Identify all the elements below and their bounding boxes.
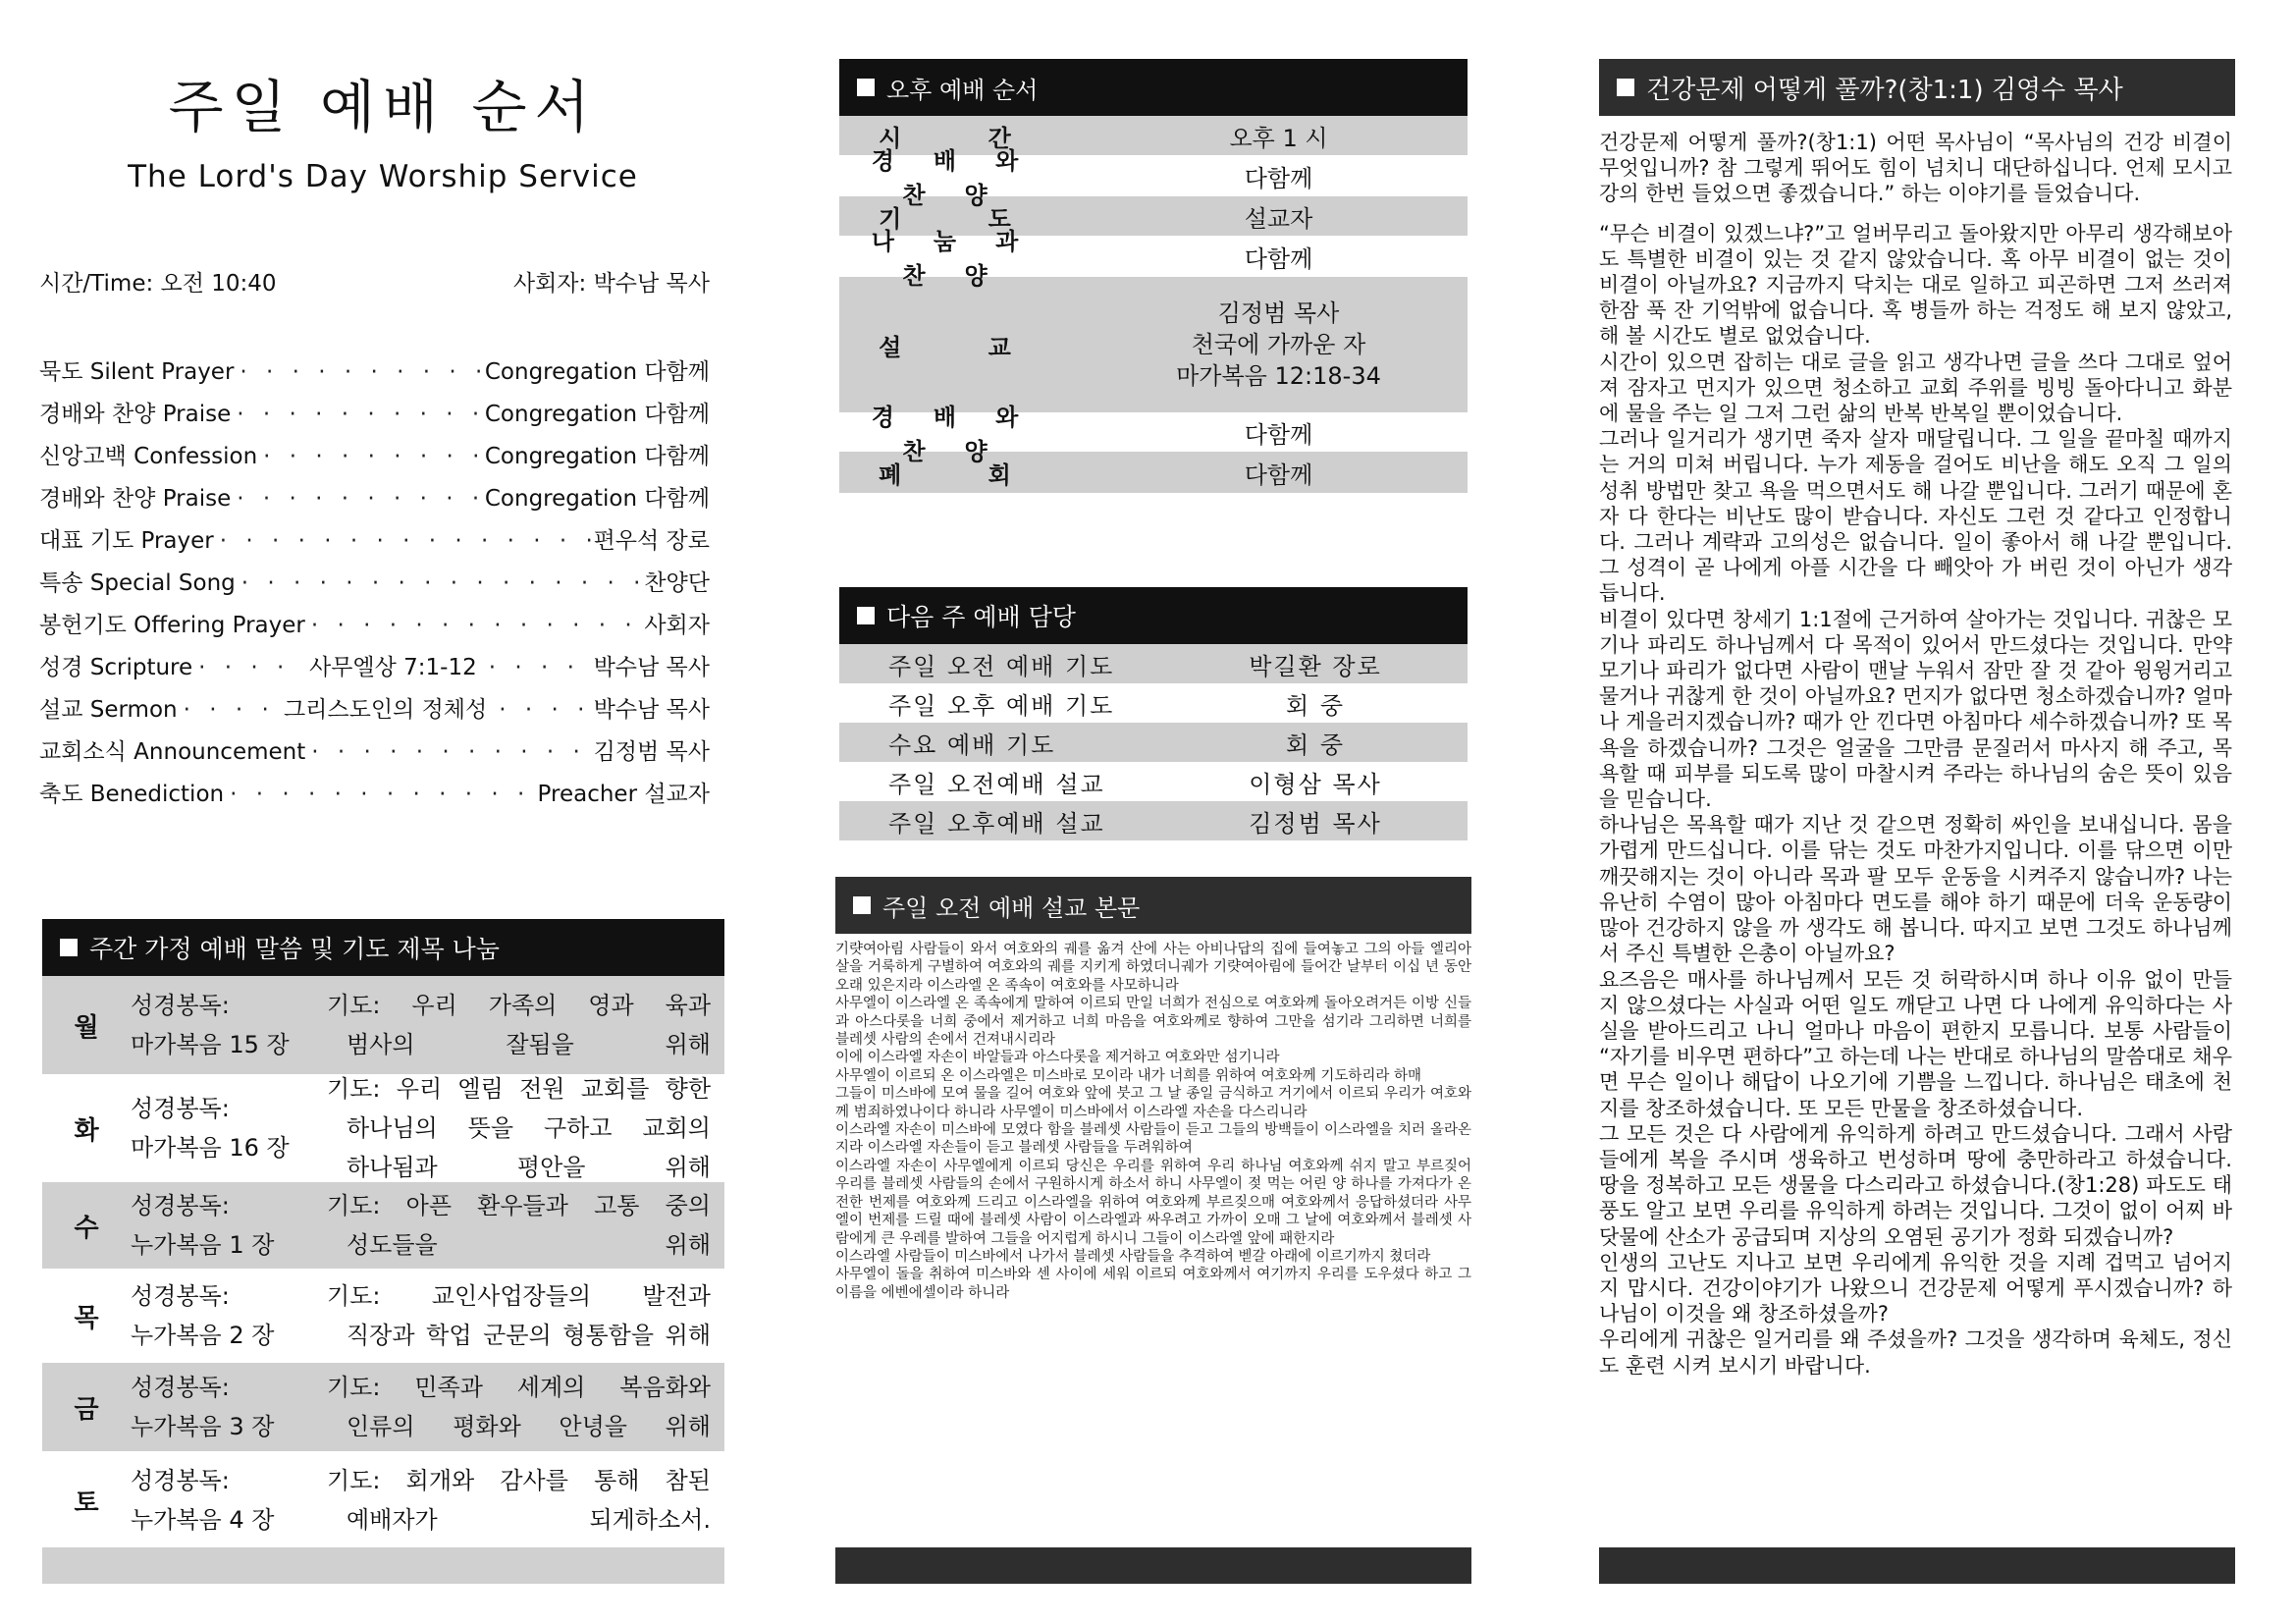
sermon-scripture-body bbox=[835, 941, 1471, 1302]
article-paragraph: 우리에게 귀찮은 일거리를 왜 주셨을까? 그것을 생각하며 육체도, 정신도 훈련 시켜 보시기 바랍니다. bbox=[1599, 1327, 2232, 1378]
sermon-detail-line: 김정범 목사 bbox=[1217, 299, 1340, 327]
order-item-person: Congregation 다함께 bbox=[484, 486, 710, 512]
devotion-reading bbox=[131, 1368, 327, 1446]
order-row bbox=[39, 605, 710, 647]
prayer-line: 범사의 잘됨을 위해 bbox=[347, 1031, 711, 1058]
next-week-header bbox=[839, 587, 1468, 644]
scripture-paragraph: 사무엘이 이르되 온 이스라엘은 미스바로 모이라 내가 너희를 위하여 여호와께 기도하리라 하매 bbox=[835, 1067, 1421, 1084]
sermon-scripture-header bbox=[835, 877, 1471, 934]
reading-passage: 누가복음 3 장 bbox=[131, 1413, 275, 1440]
order-item-name: 특송 Special Song bbox=[39, 570, 236, 596]
reading-label: 성경봉독: bbox=[131, 992, 230, 1019]
reading-passage: 누가복음 2 장 bbox=[131, 1322, 275, 1349]
order-item-name: 신앙고백 Confession bbox=[39, 444, 258, 469]
worship-order-list bbox=[39, 352, 710, 816]
afternoon-item-value: 다함께 bbox=[1244, 244, 1313, 273]
square-bullet-icon bbox=[60, 939, 78, 956]
scripture-paragraph: 기럇여아림 사람들이 와서 여호와의 궤를 옮겨 산에 사는 아비나답의 집에 들여놓고 그의 아들 엘리아살을 거룩하게 구별하여 여호와의 궤를 지키게 하였더니궤가 기럇여아림에 들어간 날부터 이십 년 동안 오래 있은지라 이스라엘 온 족속이 여호와를 사모하니라 bbox=[835, 942, 1471, 994]
devotion-reading bbox=[131, 1461, 327, 1540]
article-paragraph: 하나님은 목욕할 때가 지난 것 같으면 정확히 싸인을 보내십니다. 몸을 가렵게 만드십니다. 이를 닦는 것도 마찬가지입니다. 이를 닦으면 이만 깨끗해지는 것이 아니라 목과 팔 모두 운동을 시켜주지 않습니까? 나는 유난히 수염이 많아 아침마다 면도를 해야 하기 때문에 더욱 운동량이 많아 건강하지 않을 까 생각도 해 봅니다. 따지고 보면 그것도 하나님께서 주신 특별한 은총이 아닐까요? bbox=[1599, 813, 2232, 966]
order-item-person: 찬양단 bbox=[644, 570, 710, 596]
scripture-paragraph: 그들이 미스바에 모여 물을 길어 여호와 앞에 붓고 그 날 종일 금식하고 거기에서 이르되 우리가 여호와께 범죄하였나이다 하니라 사무엘이 미스바에서 이스라엘 자손을 다스리니라 bbox=[835, 1086, 1471, 1120]
prayer-line: 하나님의 뜻을 구하고 교회의 bbox=[347, 1114, 711, 1142]
afternoon-item-value: 다함께 bbox=[1244, 460, 1313, 489]
column-article-body bbox=[1599, 130, 2232, 1379]
afternoon-item-value: 다함께 bbox=[1244, 164, 1313, 192]
devotion-prayer bbox=[327, 1069, 724, 1187]
dot-leader bbox=[257, 436, 485, 478]
dot-leader bbox=[214, 520, 594, 563]
article-paragraph: 그러나 일거리가 생기면 죽자 살자 매달립니다. 그 일을 끝마칠 때까지는 거의 미쳐 버립니다. 누가 제동을 걸어도 비난을 해도 오직 그 일의 성취 방법만 찾고 욕을 먹으면서도 해 나갈 뿐입니다. 그러기 때문에 혼자 다 한다는 비난도 많이 받습니다. 자신도 그런 것 같다고 인정합니다. 그러나 계략과 고의성은 없습니다. 일이 좋아서 해 나갈 뿐입니다. 그 성격이 곧 나에게 아플 시간을 다 빼앗아 가 버린 것이 아닌가 생각 듭니다. bbox=[1599, 427, 2232, 606]
page-subtitle: The Lord's Day Worship Service bbox=[128, 159, 638, 194]
dot-leader bbox=[231, 478, 485, 520]
order-item-person: Congregation 다함께 bbox=[484, 444, 710, 469]
order-item-name: 묵도 Silent Prayer bbox=[39, 359, 235, 385]
scripture-paragraph: 이에 이스라엘 자손이 바알들과 아스다롯을 제거하고 여호와만 섬기니라 bbox=[835, 1050, 1280, 1066]
afternoon-row bbox=[839, 277, 1468, 412]
afternoon-row bbox=[839, 404, 1468, 465]
scripture-paragraph: 이스라엘 사람들이 미스바에서 나가서 블레셋 사람들을 추격하여 벧갈 아래에 이르기까지 쳤더라 bbox=[835, 1248, 1431, 1265]
duty-label: 주일 오후예배 설교 bbox=[888, 809, 1105, 838]
order-item-name: 경배와 찬양 Praise bbox=[39, 402, 232, 427]
afternoon-service-title: 오후 예배 순서 bbox=[886, 76, 1039, 104]
afternoon-item-label: 설 교 bbox=[879, 333, 1050, 361]
next-week-table bbox=[839, 644, 1468, 840]
order-item-name: 경배와 찬양 Praise bbox=[39, 486, 232, 512]
order-item-name: 봉헌기도 Offering Prayer bbox=[39, 613, 305, 638]
reading-label: 성경봉독: bbox=[131, 1374, 230, 1401]
devotion-row bbox=[42, 1451, 724, 1549]
sermon-detail-line: 마가복음 12:18-34 bbox=[1176, 362, 1381, 390]
order-row bbox=[39, 774, 710, 816]
duty-person: 이형삼 목사 bbox=[1249, 770, 1382, 798]
order-row bbox=[39, 563, 710, 605]
devotion-reading bbox=[131, 1276, 327, 1355]
devotion-day: 월 bbox=[74, 1012, 99, 1043]
order-row bbox=[39, 520, 710, 563]
devotion-prayer bbox=[327, 1186, 724, 1265]
duty-person: 김정범 목사 bbox=[1249, 809, 1382, 838]
devotion-row bbox=[42, 1074, 724, 1182]
order-item-person: Congregation 다함께 bbox=[484, 402, 710, 427]
scripture-paragraph: 이스라엘 자손이 미스바에 모였다 함을 블레셋 사람들이 듣고 그들의 방백들이 이스라엘을 치러 올라온지라 이스라엘 자손들이 듣고 블레셋 사람들을 두려워하여 bbox=[835, 1122, 1471, 1157]
afternoon-item-value: 다함께 bbox=[1244, 420, 1313, 449]
scripture-paragraph: 이스라엘 자손이 사무엘에게 이르되 당신은 우리를 위하여 우리 하나님 여호와께 쉬지 말고 부르짖어 우리를 블레셋 사람들의 손에서 구원하시게 하소서 하니 사무엘이 젖 먹는 어린 양 하나를 가져다가 온전한 번제를 여호와께 드리고 이스라엘을 위하여 여호와께 부르짖으매 여호와께서 응답하셨더라 사무엘이 번제를 드릴 때에 블레셋 사람이 이스라엘과 싸우려고 가까이 오매 그 날에 여호와께서 블레셋 사람에게 큰 우레를 발하여 그들을 어지럽게 하시니 그들이 이스라엘 앞에 패한지라 bbox=[835, 1158, 1471, 1247]
footer-bar bbox=[835, 1547, 1471, 1584]
column-article-header bbox=[1599, 59, 2235, 116]
afternoon-item-label: 폐 회 bbox=[879, 460, 1050, 489]
prayer-line: 기도: 교인사업장들의 발전과 bbox=[327, 1282, 711, 1310]
devotion-row bbox=[42, 1363, 724, 1451]
order-item-person: 박수남 목사 bbox=[593, 655, 710, 680]
prayer-line: 기도: 아픈 환우들과 고통 중의 bbox=[327, 1192, 711, 1219]
reading-passage: 마가복음 15 장 bbox=[131, 1031, 290, 1058]
order-item-name: 축도 Benediction bbox=[39, 782, 225, 807]
afternoon-item-label: 경배와 찬양 bbox=[871, 404, 1058, 465]
devotion-day: 수 bbox=[74, 1213, 99, 1243]
order-row bbox=[39, 436, 710, 478]
order-item-detail: 그리스도인의 정체성 bbox=[283, 697, 488, 723]
order-row bbox=[39, 478, 710, 520]
devotion-prayer bbox=[327, 1461, 724, 1540]
column-article-title: 건강문제 어떻게 풀까?(창1:1) 김영수 목사 bbox=[1646, 75, 2123, 105]
prayer-line: 인류의 평화와 안녕을 위해 bbox=[347, 1413, 711, 1440]
article-paragraph: 시간이 있으면 잡히는 대로 글을 읽고 생각나면 글을 쓰다 그대로 엎어져 잠자고 먼지가 있으면 청소하고 교회 주위를 빙빙 돌아다니고 화분에 물을 주는 일 그저 그런 삶의 반복 반복일 뿐이었습니다. bbox=[1599, 350, 2232, 426]
reading-passage: 누가복음 1 장 bbox=[131, 1231, 275, 1259]
order-item-name: 교회소식 Announcement bbox=[39, 739, 306, 765]
reading-passage: 누가복음 4 장 bbox=[131, 1506, 275, 1534]
reading-label: 성경봉독: bbox=[131, 1192, 230, 1219]
order-item-detail: 사무엘상 7:1-12 bbox=[308, 655, 477, 680]
dot-leader bbox=[305, 731, 593, 774]
afternoon-item-label: 시 간 bbox=[879, 124, 1050, 152]
article-paragraph: 건강문제 어떻게 풀까?(창1:1) 어떤 목사님이 “목사님의 건강 비결이 무엇입니까? 참 그렇게 뛰어도 힘이 넘치니 대단하십니다. 언제 모시고 강의 한번 들었으면 좋겠습니다.” 하는 이야기를 들었습니다. bbox=[1599, 131, 2232, 206]
afternoon-item-value bbox=[1090, 298, 1468, 392]
devotion-row bbox=[42, 1182, 724, 1269]
order-item-name: 대표 기도 Prayer bbox=[39, 528, 214, 554]
devotion-reading bbox=[131, 1186, 327, 1265]
afternoon-item-label: 경배와 찬양 bbox=[871, 147, 1058, 209]
footer-bar bbox=[42, 1547, 724, 1584]
next-week-title: 다음 주 예배 담당 bbox=[886, 603, 1076, 631]
order-item-name: 성경 Scripture bbox=[39, 655, 193, 680]
duty-row bbox=[839, 644, 1468, 683]
devotion-reading bbox=[131, 1089, 327, 1167]
order-item-person: Congregation 다함께 bbox=[484, 359, 710, 385]
afternoon-item-value: 설교자 bbox=[1244, 204, 1313, 233]
duty-label: 수요 예배 기도 bbox=[888, 731, 1056, 759]
weekly-devotion-table bbox=[42, 976, 724, 1549]
duty-row bbox=[839, 801, 1468, 840]
reading-label: 성경봉독: bbox=[131, 1095, 230, 1122]
devotion-day: 토 bbox=[74, 1488, 99, 1518]
devotion-prayer bbox=[327, 986, 724, 1064]
scripture-paragraph: 사무엘이 돌을 취하여 미스바와 센 사이에 세워 이르되 여호와께서 여기까지 우리를 도우셨다 하고 그 이름을 에벤에셀이라 하니라 bbox=[835, 1267, 1471, 1301]
prayer-line: 성도들을 위해 bbox=[347, 1231, 711, 1259]
afternoon-item-value: 오후 1 시 bbox=[1229, 124, 1328, 152]
order-item-person: Preacher 설교자 bbox=[537, 782, 710, 807]
prayer-line: 기도: 회개와 감사를 통해 참된 bbox=[327, 1467, 711, 1494]
devotion-day: 목 bbox=[74, 1303, 99, 1333]
order-row bbox=[39, 689, 710, 731]
article-paragraph: 그 모든 것은 다 사람에게 유익하게 하려고 만드셨습니다. 그래서 사람들에게 복을 주시며 생육하고 번성하며 땅에 충만하라고 하셨습니다. 땅을 정복하고 모든 생물을 다스리라고 하셨습니다.(창1:28) 파도도 태풍도 알고 보면 우리를 유익하게 하려는 것입니다. 그것이 없이 어찌 바닷물에 산소가 공급되며 지상의 오염된 공기가 정화 되겠습니까? bbox=[1599, 1121, 2232, 1249]
devotion-row bbox=[42, 1269, 724, 1363]
article-paragraph: “무슨 비결이 있겠느냐?”고 얼버무리고 돌아왔지만 아무리 생각해보아도 특별한 비결이 있는 것 같지 않았습니다. 혹 아무 비결이 없는 것이 비결이 아닐까요? 지금까지 닥치는 대로 일하고 피곤하면 그저 쓰러져 한잠 푹 잔 기억밖에 없습니다. 혹 병들까 하는 걱정도 해 보지 않았고, 해 볼 시간도 별로 없었습니다. bbox=[1599, 221, 2232, 349]
order-item-person: 사회자 bbox=[644, 613, 710, 638]
dot-leader bbox=[493, 689, 593, 731]
article-paragraph: 비결이 있다면 창세기 1:1절에 근거하여 살아가는 것입니다. 귀찮은 모기나 파리도 하나님께서 다 목적이 있어서 만드셨다는 것입니다. 만약 모기나 파리가 없다면 사람이 맨날 누워서 잠만 잘 것 같아 윙윙거리고 물거나 귀찮게 한 것이 아닐까요? 먼지가 없다면 청소하겠습니까? 얼마나 게을러지겠습니까? 때가 안 낀다면 아침마다 세수하겠습니까? 또 목욕을 하겠습니까? 그것은 얼굴을 그만큼 문질러서 마사지 해 주고, 목욕할 때 피부를 되도록 많이 마찰시켜 주라는 하나님의 숨은 뜻이 있음을 믿습니다. bbox=[1599, 607, 2232, 812]
service-time: 시간/Time: 오전 10:40 bbox=[39, 271, 277, 297]
reading-passage: 마가복음 16 장 bbox=[131, 1134, 290, 1162]
devotion-prayer bbox=[327, 1368, 724, 1446]
page-title: 주일 예배 순서 bbox=[168, 74, 598, 140]
duty-label: 주일 오후 예배 기도 bbox=[888, 691, 1115, 720]
duty-row bbox=[839, 723, 1468, 762]
dot-leader bbox=[224, 774, 537, 816]
dot-leader bbox=[236, 563, 645, 605]
service-info bbox=[39, 265, 710, 298]
afternoon-item-label: 나눔과 찬양 bbox=[871, 228, 1058, 290]
dot-leader bbox=[231, 394, 485, 436]
article-paragraph: 요즈음은 매사를 하나님께서 모든 것 허락하시며 하나 이유 없이 만들지 않으셨다는 사실과 어떤 일도 깨닫고 나면 다 나에게 유익하다는 사실을 받아드리고 나니 얼마나 마음이 편한지 모릅니다. 보통 사람들이 “자기를 비우면 편하다”고 하는데 나는 반대로 하나님의 말씀대로 채우면 무슨 일이나 해답이 나오기에 기쁨을 느낍니다. 하나님은 태초에 천지를 창조하셨습니다. 또 모든 만물을 창조하셨습니다. bbox=[1599, 967, 2232, 1120]
dot-leader bbox=[178, 689, 278, 731]
prayer-line: 기도: 민족과 세계의 복음화와 bbox=[327, 1374, 711, 1401]
reading-label: 성경봉독: bbox=[131, 1467, 230, 1494]
order-row bbox=[39, 731, 710, 774]
square-bullet-icon bbox=[857, 607, 875, 624]
order-row bbox=[39, 647, 710, 689]
afternoon-service-header bbox=[839, 59, 1468, 116]
sermon-detail-line: 천국에 가까운 자 bbox=[1191, 331, 1366, 358]
square-bullet-icon bbox=[1617, 79, 1634, 96]
afternoon-item-label: 기 도 bbox=[879, 204, 1050, 233]
devotion-row bbox=[42, 976, 724, 1074]
duty-person: 회 중 bbox=[1286, 691, 1345, 720]
footer-bar bbox=[1599, 1547, 2235, 1584]
reading-label: 성경봉독: bbox=[131, 1282, 230, 1310]
prayer-line: 기도: 우리 가족의 영과 육과 bbox=[327, 992, 711, 1019]
duty-row bbox=[839, 683, 1468, 723]
duty-row bbox=[839, 762, 1468, 801]
duty-person: 박길환 장로 bbox=[1249, 652, 1382, 680]
dot-leader bbox=[483, 647, 594, 689]
order-item-person: 편우석 장로 bbox=[593, 528, 710, 554]
prayer-line: 하나됨과 평안을 위해 bbox=[347, 1154, 711, 1181]
afternoon-row bbox=[839, 228, 1468, 290]
sermon-scripture-title: 주일 오전 예배 설교 본문 bbox=[882, 893, 1141, 922]
dot-leader bbox=[234, 352, 484, 394]
order-item-name: 설교 Sermon bbox=[39, 697, 178, 723]
devotion-day: 금 bbox=[74, 1394, 99, 1425]
afternoon-row bbox=[839, 147, 1468, 209]
weekly-devotion-title: 주간 가정 예배 말씀 및 기도 제목 나눔 bbox=[89, 935, 500, 963]
devotion-prayer bbox=[327, 1276, 724, 1355]
square-bullet-icon bbox=[857, 79, 875, 96]
duty-label: 주일 오전 예배 기도 bbox=[888, 652, 1115, 680]
devotion-day: 화 bbox=[74, 1115, 99, 1146]
dot-leader bbox=[305, 605, 644, 647]
order-row bbox=[39, 352, 710, 394]
prayer-line: 기도: 우리 엘림 전원 교회를 향한 bbox=[327, 1075, 711, 1103]
article-paragraph: 인생의 고난도 지나고 보면 우리에게 유익한 것을 지례 겁먹고 넘어지지 맙시다. 건강이야기가 나왔으니 건강문제 어떻게 푸시겠습니까? 하나님이 이것을 왜 창조하셨을까? bbox=[1599, 1250, 2232, 1326]
weekly-devotion-header bbox=[42, 919, 724, 976]
duty-person: 회 중 bbox=[1286, 731, 1345, 759]
prayer-line: 직장과 학업 군문의 형통함을 위해 bbox=[347, 1322, 711, 1349]
afternoon-service-table bbox=[839, 116, 1468, 493]
order-item-person: 박수남 목사 bbox=[593, 697, 711, 723]
order-row bbox=[39, 394, 710, 436]
order-item-person: 김정범 목사 bbox=[593, 739, 710, 765]
scripture-paragraph: 사무엘이 이스라엘 온 족속에게 말하여 이르되 만일 너희가 전심으로 여호와께 돌아오려거든 이방 신들과 아스다롯을 너희 중에서 제거하고 너희 마음을 여호와께로 향하여 그만을 섬기라 그리하면 너희를 블레셋 사람의 손에서 건져내시리라 bbox=[835, 996, 1471, 1049]
square-bullet-icon bbox=[853, 896, 871, 914]
prayer-line: 예배자가 되게하소서. bbox=[347, 1506, 711, 1534]
afternoon-row bbox=[839, 452, 1468, 493]
duty-label: 주일 오전예배 설교 bbox=[888, 770, 1105, 798]
devotion-reading bbox=[131, 986, 327, 1064]
service-presider: 사회자: 박수남 목사 bbox=[512, 271, 710, 297]
dot-leader bbox=[192, 647, 303, 689]
